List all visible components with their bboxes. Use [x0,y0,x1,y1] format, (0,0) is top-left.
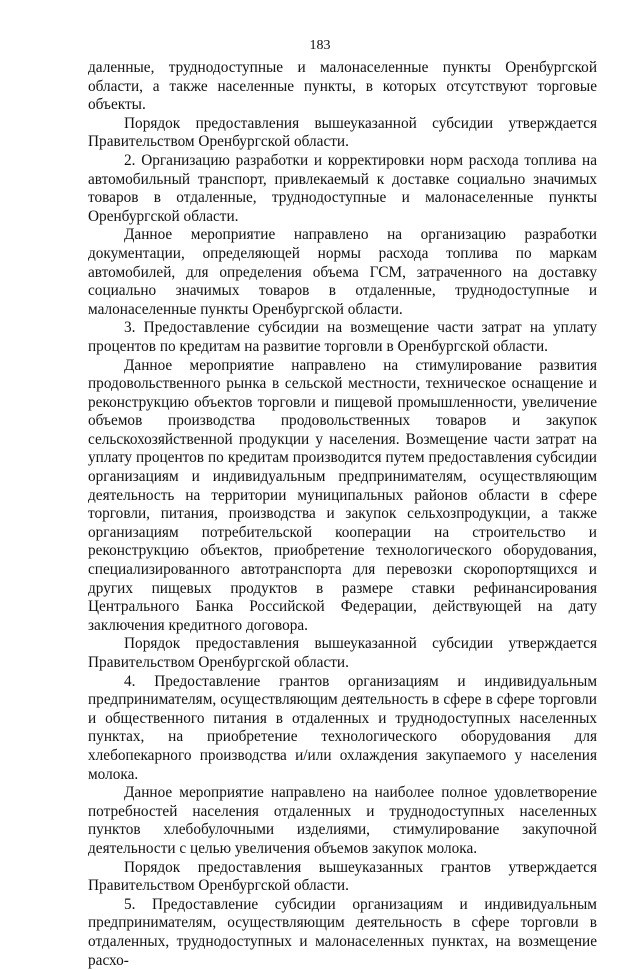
paragraph: Данное мероприятие направлено на наиболее полное удовлетворение потребностей населения отдаленных и труднодоступных населенных пунктов хлебобулочными изделиями, стимулирование закупочной деятельности с целью увеличения объемов закупок молока. [88,784,597,857]
page-number: 183 [309,38,331,53]
paragraph: Порядок предоставления вышеуказанной субсидии утверждается Правительством Оренбургской области. [88,114,597,151]
paragraph-item-3: 3. Предоставление субсидии на возмещение части затрат на уплату процентов по кредитам на развитие торговли в Оренбургской области. [88,319,597,355]
paragraph-item-5: 5. Предоставление субсидии организациям и индивидуальным предпринимателям, осуществляющим деятельность в сфере торговли в отдаленных, труднодоступных и малонаселенных пунктах, на возмещение расхо- [88,895,597,969]
paragraph: Данное мероприятие направлено на стимулирование развития продовольственного рынка в сельской местности, техническое оснащение и реконструкцию объектов торговли и пищевой промышленности, увеличение объемов производства продовольственных товаров и закупок сельскохозяйственной продукции у населения. Возмещение части затрат на уплату процентов по кредитам производится путем предоставления субсидии организациям и индивидуальным предпринимателям, осуществляющим деятельность на территории муниципальных районов области в сфере торговли, питания, производства и закупок сельхозпродукции, а также организациям потребительской кооперации на строительство и реконструкцию объектов, приобретение технологического оборудования, специализированного автотранспорта для перевозки скоропортящихся и других пищевых продуктов в размере ставки рефинансирования Центрального Банка Российской Федерации, действующей на дату заключения кредитного договора. [88,356,597,634]
paragraph-item-2: 2. Организацию разработки и корректировки норм расхода топлива на автомобильный транспорт, привлекаемый к доставке социально значимых товаров в отдаленные, труднодоступные и малонаселенные пункты Оренбургской области. [88,151,597,225]
paragraph: Данное мероприятие направлено на организацию разработки документации, определяющей нормы расхода топлива по маркам автомобилей, для определения объема ГСМ, затраченного на доставку социально значимых товаров в отдаленные, труднодоступные и малонаселенные пункты Оренбургской области. [88,226,597,318]
paragraph: Порядок предоставления вышеуказанной субсидии утверждается Правительством Оренбургской области. [88,635,597,671]
paragraph: Порядок предоставления вышеуказанных грантов утверждается Правительством Оренбургской области. [88,858,597,895]
document-body [88,59,597,970]
paragraph-continuation: даленные, труднодоступные и малонаселенные пункты Оренбургской области, а также населенные пункты, в которых отсутствуют торговые объекты. [88,59,597,114]
paragraph-item-4: 4. Предоставление грантов организациям и индивидуальным предпринимателям, осуществляющим деятельность в сфере в сфере торговли и общественного питания в отдаленных и труднодоступных населенных пунктах, на приобретение технологического оборудования для хлебопекарного производства и/или охлаждения закупаемого у населения молока. [88,672,597,783]
